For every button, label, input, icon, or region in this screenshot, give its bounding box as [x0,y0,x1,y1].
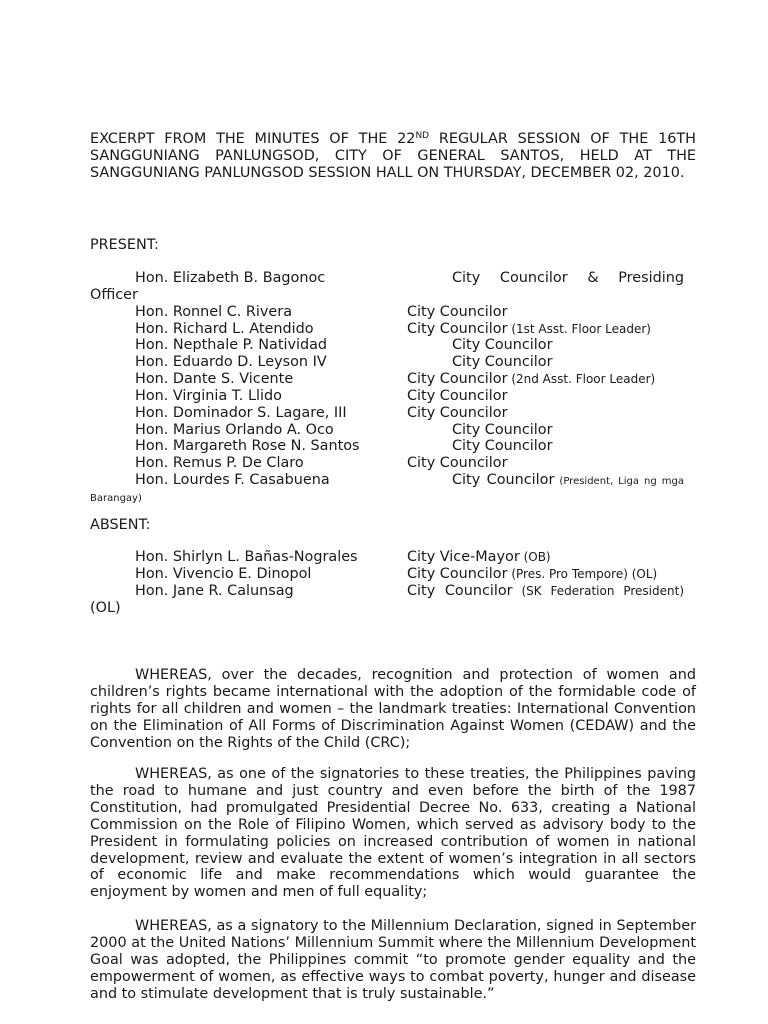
member-name: Hon. Ronnel C. Rivera [135,303,293,320]
present-list [90,270,684,503]
member-position [407,455,508,472]
present-row [90,304,684,321]
member-position-text: City Councilor [407,303,508,320]
member-name: Hon. Nepthale P. Natividad [135,337,328,354]
document-heading [90,131,696,182]
absent-list [90,549,684,616]
absent-row-sk [90,583,684,617]
member-position-text: City Councilor [407,371,508,388]
whereas-paragraph-2: WHEREAS, as one of the signatories to these treaties, the Philippines paving the road to humane and just country and even before the birth of the 1987 Constitution, had promulgated Presidential Decree No. 633, creating a National Commission on the Role of Filipino Women, which served as advisory body to the President in formulating policies on increased contribution of women in national development, review and evaluate the extent of women’s integration in all sectors of economic life and make recommendations which would guarantee the enjoyment by women and men of full equality; [90,766,696,901]
whereas-paragraph-3: WHEREAS, as a signatory to the Millennium Declaration, signed in September 2000 at the United Nations’ Millennium Summit where the Millennium Development Goal was adopted, the Philippines commit “to promote gender equality and the empowerment of women, as effective ways to combat poverty, hunger and disease and to stimulate development that is truly sustainable.” [90,918,696,1002]
present-row [90,422,684,439]
member-note: (1st Asst. Floor Leader) [507,321,651,336]
member-note: (Pres. Pro Tempore) (OL) [507,566,658,581]
member-position-text: City Councilor [452,337,553,354]
member-name: Hon. Dominador S. Lagare, III [135,404,347,421]
member-position [407,388,508,405]
member-position [407,371,655,388]
present-row [90,388,684,405]
member-position [452,337,553,354]
member-note: (SK Federation President) [512,583,684,598]
member-name: Hon. Lourdes F. Casabuena [135,472,330,489]
member-name: Hon. Marius Orlando A. Oco [135,421,334,438]
member-position-text: City Councilor [452,472,555,489]
member-position-text: City Councilor [407,582,513,599]
member-name: Hon. Virginia T. Llido [135,387,282,404]
member-position-text: City Vice-Mayor [407,549,520,565]
member-position [407,566,657,583]
member-position-text: City Councilor [407,320,508,337]
member-note: (OB) [519,550,551,564]
member-position [452,422,553,439]
member-position [407,304,508,321]
member-position-continuation: Officer [90,286,138,303]
member-position [452,354,553,371]
member-position [407,321,651,338]
member-position-text: City Councilor [407,404,508,421]
absent-label: ABSENT: [90,517,151,533]
member-name: Hon. Margareth Rose N. Santos [135,438,360,455]
member-note: (President, Liga ng mga [554,476,684,488]
member-position-text: City Councilor [407,387,508,404]
heading-text-start: EXCERPT FROM THE MINUTES OF THE 22 [90,131,416,147]
member-position [452,438,553,455]
member-name: Hon. Dante S. Vicente [135,371,294,388]
member-name: Hon. Shirlyn L. Bañas-Nograles [135,549,358,565]
member-position-text: City Councilor [407,565,508,582]
member-position [407,549,551,566]
present-row [90,321,684,338]
member-name: Hon. Eduardo D. Leyson IV [135,354,327,371]
present-row-liga [90,472,684,503]
present-row [90,455,684,472]
member-position [407,405,508,422]
present-row [90,438,684,455]
present-row [90,337,684,354]
absent-row [90,566,684,583]
member-position-text: City Councilor [452,421,553,438]
member-name: Hon. Elizabeth B. Bagonoc [135,270,326,286]
present-row [90,405,684,422]
member-name: Hon. Remus P. De Claro [135,455,304,472]
present-row [90,354,684,371]
present-label: PRESENT: [90,237,159,253]
present-row [90,371,684,388]
whereas-paragraph-1: WHEREAS, over the decades, recognition and protection of women and children’s rights became international with the adoption of the formidable code of rights for all children and women – the landmark treaties: International Convention on the Elimination of All Forms of Discrimination Against Women (CEDAW) and the Convention on the Rights of the Child (CRC); [90,667,696,751]
absent-row [90,549,684,566]
member-name: Hon. Jane R. Calunsag [135,582,294,599]
member-note-continuation: Barangay) [90,492,142,504]
member-position-text: City Councilor [452,354,553,371]
member-name: Hon. Richard L. Atendido [135,320,314,337]
member-note: (2nd Asst. Floor Leader) [507,372,656,387]
heading-ordinal-suffix: ND [415,131,430,141]
member-position-text: City Councilor [452,438,553,455]
present-row-presiding [90,270,684,304]
member-position [407,583,684,600]
member-name: Hon. Vivencio E. Dinopol [135,565,312,582]
member-position: City Councilor & Presiding [452,270,684,286]
member-position-text: City Councilor [407,455,508,472]
member-note-continuation: (OL) [90,599,121,616]
heading-text-end: REGULAR SESSION OF THE 16TH SANGGUNIANG PANLUNGSOD, CITY OF GENERAL SANTOS, HELD AT THE SANGGUNIANG PANLUNGSOD SESSION HALL ON THURSDAY, DECEMBER 02, 2010. [90,131,697,181]
